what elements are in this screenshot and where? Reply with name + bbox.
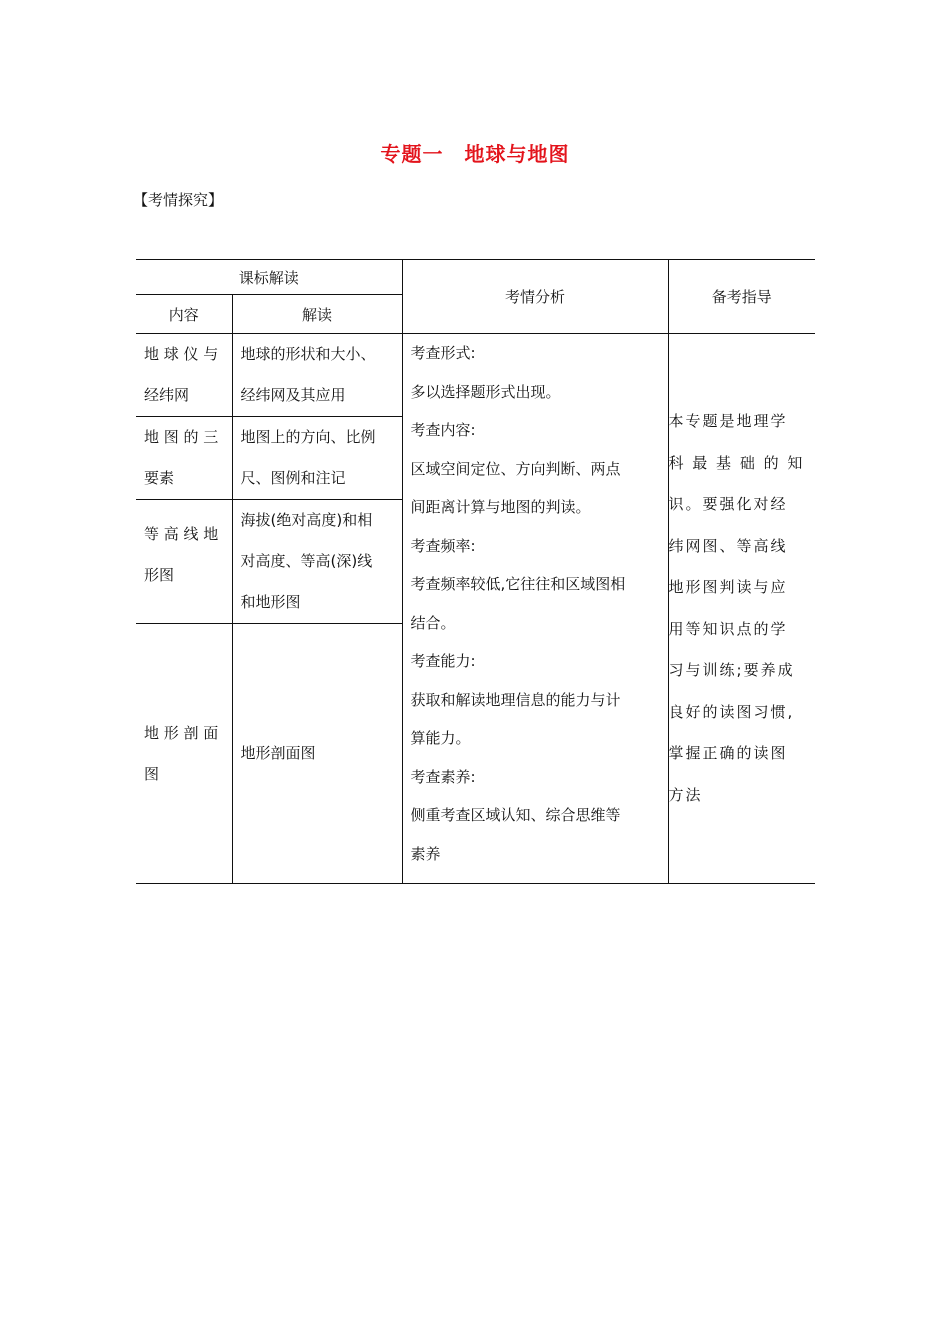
analysis-line: 结合。: [410, 613, 456, 632]
section-heading: 【考情探究】: [133, 191, 224, 209]
row-interpretation-line: 海拔(绝对高度)和相: [240, 511, 373, 529]
guidance-line: 识。要强化对经: [668, 495, 788, 513]
row-interpretation-cell: [232, 500, 402, 624]
guidance-line: 掌握正确的读图: [668, 744, 788, 762]
row-interpretation-line: 尺、图例和注记: [240, 469, 346, 487]
row-interpretation-cell: [232, 624, 402, 884]
page-title: 专题一 地球与地图: [380, 142, 570, 166]
row-content-line: 地 图 的 三: [144, 428, 219, 446]
analysis-line: 考查频率较低,它往往和区域图相: [410, 575, 626, 593]
analysis-line: 考查素养:: [410, 767, 476, 786]
guidance-line: 科 最 基 础 的 知: [668, 453, 805, 472]
analysis-line: 算能力。: [410, 729, 471, 747]
row-content-line: 要素: [144, 469, 175, 487]
header-interpretation: 解读: [232, 295, 402, 334]
row-content-line: 图: [144, 764, 160, 783]
analysis-line: 考查能力:: [410, 652, 476, 670]
analysis-line: 获取和解读地理信息的能力与计: [410, 690, 621, 709]
guidance-line: 用等知识点的学: [668, 619, 788, 638]
guidance-cell: [668, 334, 815, 884]
exam-analysis-table: [136, 259, 815, 884]
analysis-line: 考查内容:: [410, 421, 476, 439]
guidance-line: 方法: [668, 785, 703, 804]
row-interpretation-line: 地球的形状和大小、: [240, 345, 376, 363]
header-analysis: 考情分析: [402, 260, 668, 334]
header-curriculum-group: 课标解读: [136, 260, 402, 295]
guidance-line: 良好的读图习惯,: [668, 702, 795, 721]
row-content-cell: [136, 334, 232, 417]
row-interpretation-cell: [232, 334, 402, 417]
row-content-line: 形图: [144, 566, 175, 584]
row-interpretation-line: 地形剖面图: [240, 744, 316, 762]
analysis-line: 考查形式:: [410, 344, 476, 362]
analysis-line: 素养: [410, 844, 441, 863]
row-content-line: 等 高 线 地: [144, 525, 219, 543]
analysis-line: 侧重考查区域认知、综合思维等: [410, 806, 621, 824]
guidance-line: 地形图判读与应: [668, 578, 788, 596]
row-interpretation-line: 和地形图: [240, 593, 301, 611]
analysis-line: 考查频率:: [410, 536, 476, 555]
analysis-cell: [402, 334, 668, 884]
row-content-cell: [136, 624, 232, 884]
row-interpretation-cell: [232, 417, 402, 500]
header-guidance: 备考指导: [668, 260, 815, 334]
row-interpretation-line: 经纬网及其应用: [240, 386, 346, 404]
row-content-cell: [136, 417, 232, 500]
row-content-cell: [136, 500, 232, 624]
analysis-line: 区域空间定位、方向判断、两点: [410, 459, 621, 478]
guidance-line: 习与训练;要养成: [668, 661, 795, 679]
row-content-line: 地 形 剖 面: [144, 723, 219, 742]
row-interpretation-line: 对高度、等高(深)线: [240, 552, 373, 570]
guidance-line: 本专题是地理学: [668, 412, 788, 430]
guidance-line: 纬网图、等高线: [668, 536, 788, 555]
row-content-line: 地 球 仪 与: [144, 345, 219, 363]
header-content: 内容: [136, 295, 232, 334]
analysis-line: 多以选择题形式出现。: [410, 382, 561, 401]
analysis-line: 间距离计算与地图的判读。: [410, 498, 591, 516]
row-content-line: 经纬网: [144, 386, 190, 404]
row-interpretation-line: 地图上的方向、比例: [240, 428, 376, 446]
